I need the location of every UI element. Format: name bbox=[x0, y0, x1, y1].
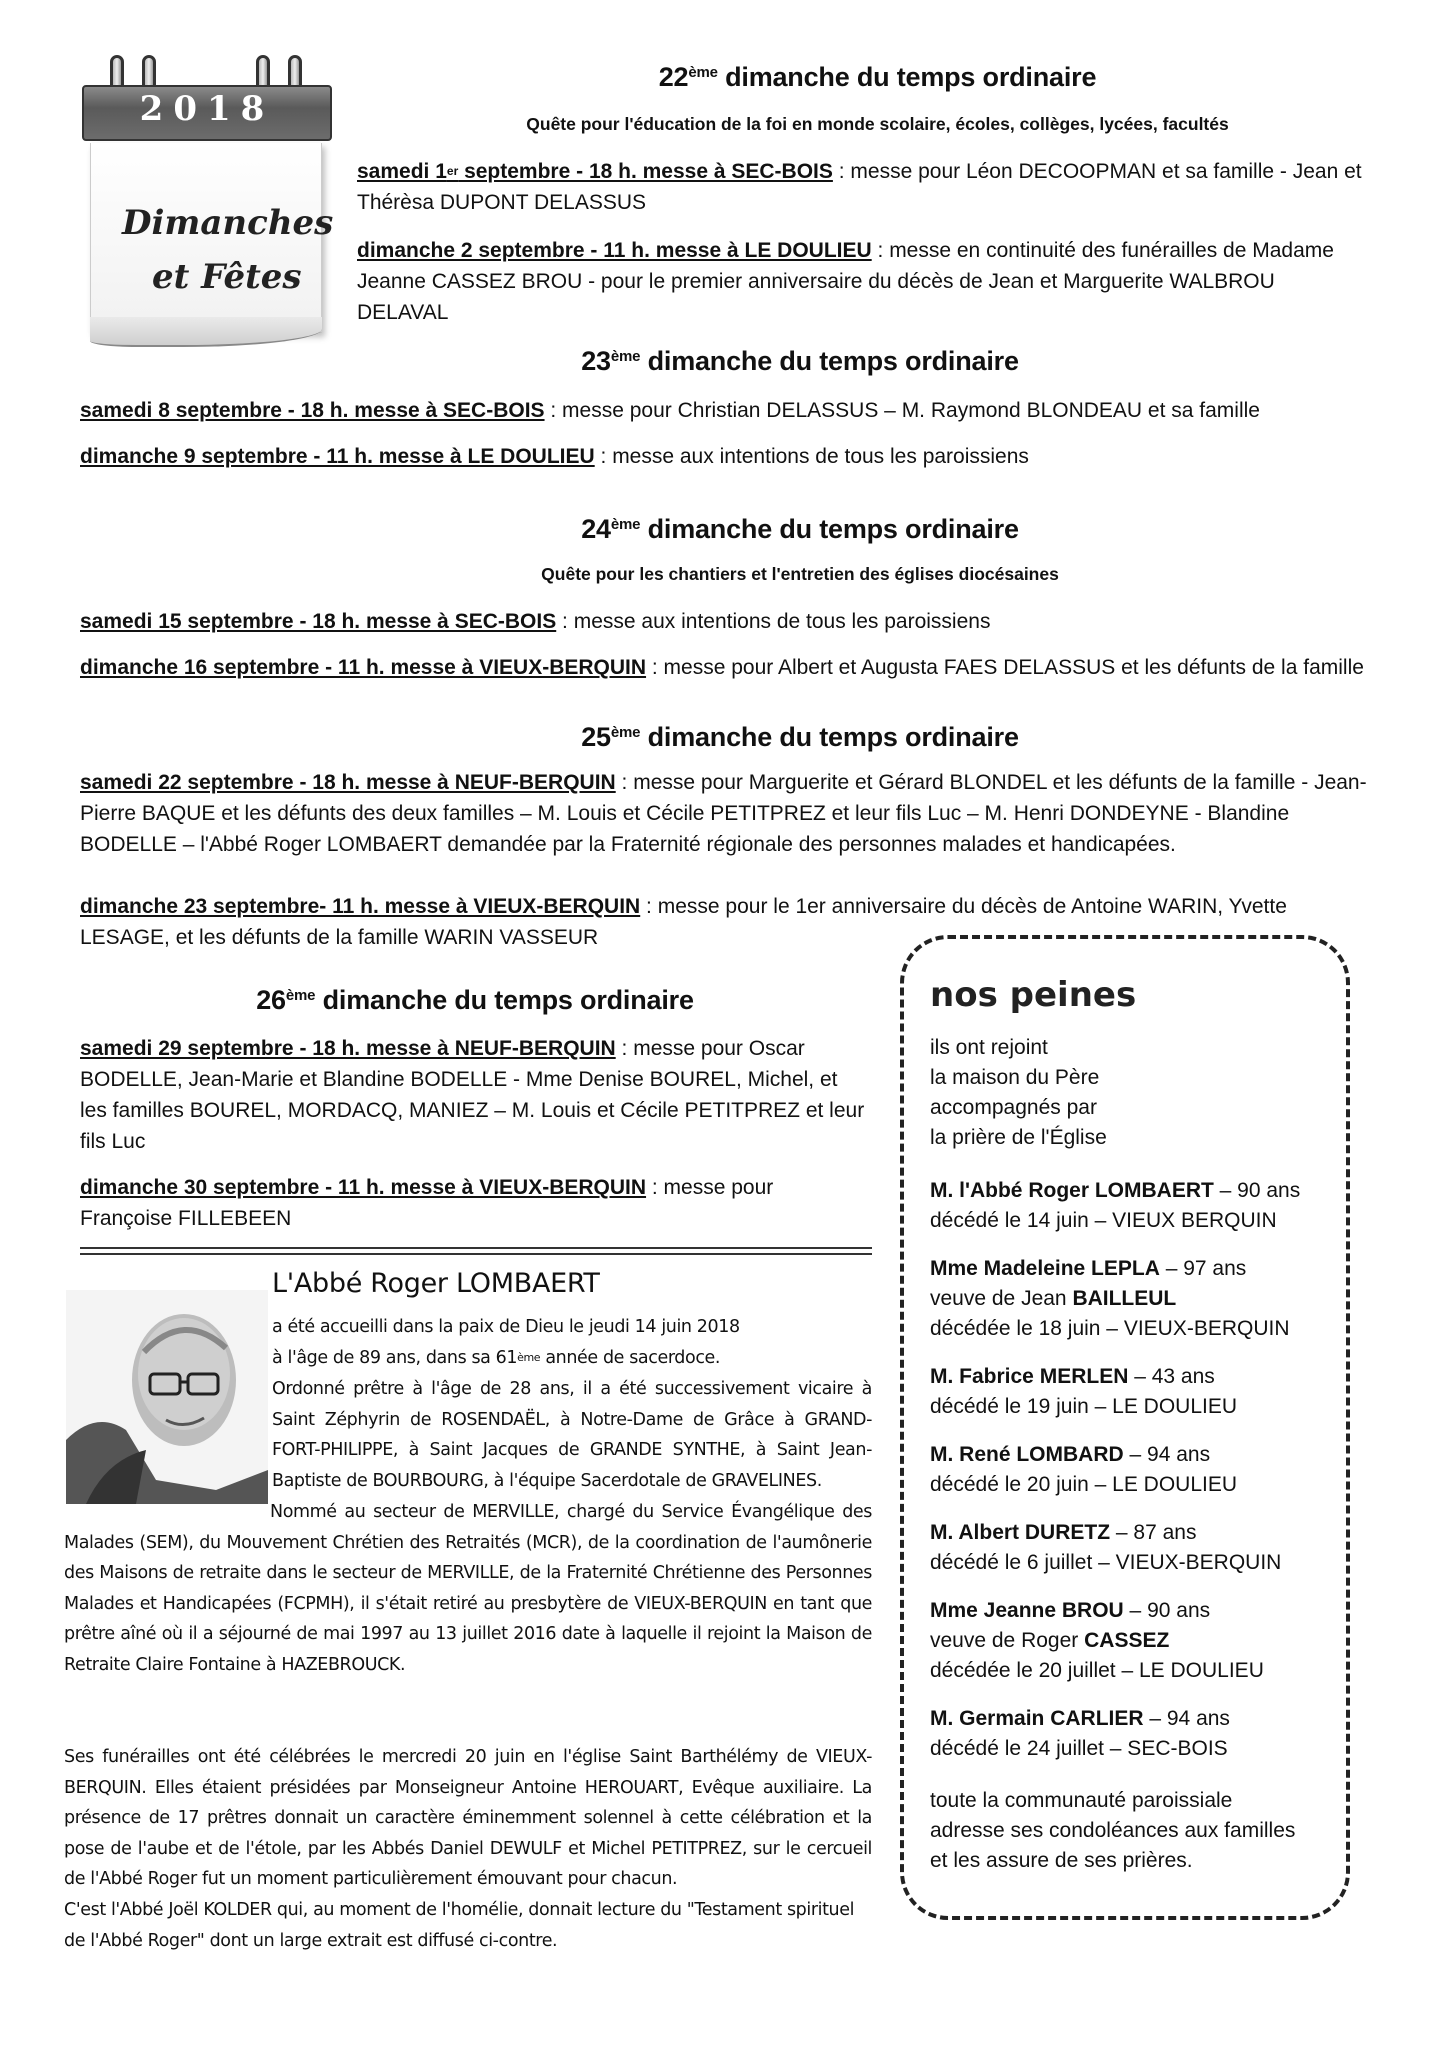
collection-note: Quête pour les chantiers et l'entretien des églises diocésaines bbox=[541, 564, 1059, 584]
section-heading: 25ème dimanche du temps ordinaire bbox=[581, 722, 1019, 752]
collection-note: Quête pour l'éducation de la foi en monde scolaire, écoles, collèges, lycées, facultés bbox=[526, 114, 1229, 134]
obituary-title: nos peines bbox=[930, 975, 1137, 1015]
calendar-year: 2018 bbox=[139, 89, 275, 129]
mass-entry-label: dimanche 9 septembre - 11 h. messe à LE DOULIEU bbox=[80, 445, 595, 468]
mass-entry-label: samedi 15 septembre - 18 h. messe à SEC-BOIS bbox=[80, 610, 557, 633]
obituary-entry: M. Albert DURETZ – 87 ans décédé le 6 juillet – VIEUX-BERQUIN bbox=[930, 1521, 1282, 1574]
mass-entry: dimanche 16 septembre - 11 h. messe à VIEUX-BERQUIN : messe pour Albert et Augusta FAES DELASSUS et les défunts de la famille bbox=[80, 656, 1364, 679]
section-heading: 23ème dimanche du temps ordinaire bbox=[581, 346, 1019, 376]
section-heading: 22ème dimanche du temps ordinaire bbox=[658, 62, 1097, 92]
mass-entry: dimanche 23 septembre- 11 h. messe à VIEUX-BERQUIN : messe pour le 1er anniversaire du décès de Antoine WARIN, Yvette LESAGE, et les défunts de la famille WARIN VASSEUR bbox=[80, 895, 1287, 949]
obituary-entry: M. l'Abbé Roger LOMBAERT – 90 ans décédé le 14 juin – VIEUX BERQUIN bbox=[930, 1179, 1301, 1232]
mass-entry: samedi 15 septembre - 18 h. messe à SEC-BOIS : messe aux intentions de tous les paroissiens bbox=[80, 610, 991, 633]
article-paragraph: Ordonné prêtre à l'âge de 28 ans, il a été successivement vicaire à Saint Zéphyrin de ROSENDAËL, à Notre-Dame de Grâce à GRAND-FORT-PHILIPPE, à Saint Jacques de GRANDE SYNTHE, à Saint Jean-Baptiste de BOURBOURG, à l'équipe Sacerdotale de GRAVELINES. bbox=[272, 1379, 872, 1491]
mass-entry-label: samedi 8 septembre - 18 h. messe à SEC-BOIS bbox=[80, 399, 545, 422]
mass-entry: dimanche 9 septembre - 11 h. messe à LE DOULIEU : messe aux intentions de tous les paroissiens bbox=[80, 445, 1029, 468]
obituary-intro: ils ont rejoint la maison du Père accompagnés par la prière de l'Église bbox=[930, 1036, 1107, 1149]
mass-entry-label: samedi 29 septembre - 18 h. messe à NEUF-BERQUIN bbox=[80, 1037, 616, 1060]
mass-entry-label: samedi 22 septembre - 18 h. messe à NEUF-BERQUIN bbox=[80, 771, 616, 794]
mass-entry: dimanche 2 septembre - 11 h. messe à LE DOULIEU : messe en continuité des funérailles de Madame Jeanne CASSEZ BROU - pour le premier anniversaire du décès de Jean et Marguerite WALBROU DELAVAL bbox=[357, 239, 1334, 324]
article-paragraph: Nommé au secteur de MERVILLE, chargé du Service Évangélique des Malades (SEM), du Mouvement Chrétien des Retraités (MCR), de la coordination de l'aumônerie des Maisons de retraite dans le secteur de MERVILLE, de la Fraternité Chrétienne des Personnes Malades et Handicapées (FCPMH), il s'était retiré au presbytère de VIEUX-BERQUIN en tant que prêtre aîné où il a séjourné de mai 1997 au 13 juillet 2016 date à laquelle il rejoint la Maison de Retraite Claire Fontaine à HAZEBROUCK. bbox=[64, 1502, 872, 1675]
section-heading: 24ème dimanche du temps ordinaire bbox=[581, 514, 1019, 544]
mass-entry: samedi 29 septembre - 18 h. messe à NEUF-BERQUIN : messe pour Oscar BODELLE, Jean-Marie et Blandine BODELLE - Mme Denise BOUREL, Michel, et les familles BOUREL, MORDACQ, MANIEZ – M. Louis et Cécile PETITPREZ et leur fils Luc bbox=[80, 1037, 865, 1153]
mass-entry: samedi 22 septembre - 18 h. messe à NEUF-BERQUIN : messe pour Marguerite et Gérard BLONDEL et les défunts de la famille - Jean-Pierre BAQUE et les défunts des deux familles – M. Louis et Cécile PETITPREZ et leur fils Luc – M. Henri DONDEYNE - Blandine BODELLE – l'Abbé Roger LOMBAERT demandée par la Fraternité régionale des personnes malades et handicapées. bbox=[80, 771, 1367, 856]
obituary-entry: M. René LOMBARD – 94 ans décédé le 20 juin – LE DOULIEU bbox=[930, 1443, 1238, 1496]
mass-entry: samedi 1er septembre - 18 h. messe à SEC-BOIS : messe pour Léon DECOOPMAN et sa famille - Jean et Thérèsa DUPONT DELASSUS bbox=[357, 160, 1362, 214]
article-title: L'Abbé Roger LOMBAERT bbox=[272, 1268, 600, 1299]
mass-entry-label: samedi 1er septembre - 18 h. messe à SEC-BOIS bbox=[357, 160, 833, 183]
separator-line bbox=[80, 1247, 872, 1255]
calendar-page-curl bbox=[90, 317, 322, 347]
calendar-line-1: Dimanches bbox=[122, 203, 334, 243]
article-paragraph: C'est l'Abbé Joël KOLDER qui, au moment de l'homélie, donnait lecture du "Testament spirituel de l'Abbé Roger" dont un large extrait est diffusé ci-contre. bbox=[64, 1900, 855, 1951]
obituary-entry: M. Germain CARLIER – 94 ans décédé le 24 juillet – SEC-BOIS bbox=[930, 1707, 1230, 1760]
mass-entry: samedi 8 septembre - 18 h. messe à SEC-BOIS : messe pour Christian DELASSUS – M. Raymond BLONDEAU et sa famille bbox=[80, 399, 1260, 422]
mass-entry: dimanche 30 septembre - 11 h. messe à VIEUX-BERQUIN : messe pour Françoise FILLEBEEN bbox=[80, 1176, 774, 1230]
mass-entry-label: dimanche 16 septembre - 11 h. messe à VIEUX-BERQUIN bbox=[80, 656, 647, 679]
mass-entry-label: dimanche 23 septembre- 11 h. messe à VIEUX-BERQUIN bbox=[80, 895, 641, 918]
section-heading: 26ème dimanche du temps ordinaire bbox=[256, 985, 694, 1015]
obituary-entry: Mme Madeleine LEPLA – 97 ans veuve de Jean BAILLEUL décédée le 18 juin – VIEUX-BERQUIN bbox=[930, 1257, 1290, 1340]
article-paragraph: a été accueilli dans la paix de Dieu le jeudi 14 juin 2018 bbox=[272, 1317, 740, 1337]
obituary-entry: M. Fabrice MERLEN – 43 ans décédé le 19 juin – LE DOULIEU bbox=[930, 1365, 1238, 1418]
calendar-line-2: et Fêtes bbox=[152, 257, 302, 297]
portrait-image-icon bbox=[66, 1290, 268, 1504]
mass-entry-label: dimanche 2 septembre - 11 h. messe à LE DOULIEU bbox=[357, 239, 872, 262]
mass-entry-label: dimanche 30 septembre - 11 h. messe à VIEUX-BERQUIN bbox=[80, 1176, 647, 1199]
article-paragraph: Ses funérailles ont été célébrées le mercredi 20 juin en l'église Saint Barthélémy de VIEUX-BERQUIN. Elles étaient présidées par Monseigneur Antoine HEROUART, Evêque auxiliaire. La présence de 17 prêtres donnait un caractère éminemment solennel à cette célébration et la pose de l'aube et de l'étole, par les Abbés Daniel DEWULF et Michel PETITPREZ, sur le cercueil de l'Abbé Roger fut un moment particulièrement émouvant pour chacun. bbox=[64, 1747, 872, 1889]
article-paragraph: à l'âge de 89 ans, dans sa 61ème année de sacerdoce. bbox=[272, 1348, 721, 1368]
obituary-closing: toute la communauté paroissiale adresse ses condoléances aux familles et les assure de ses prières. bbox=[930, 1789, 1296, 1872]
obituary-entry: Mme Jeanne BROU – 90 ans veuve de Roger CASSEZ décédée le 20 juillet – LE DOULIEU bbox=[930, 1599, 1264, 1682]
portrait-photo bbox=[66, 1290, 268, 1504]
calendar-graphic bbox=[82, 55, 332, 355]
